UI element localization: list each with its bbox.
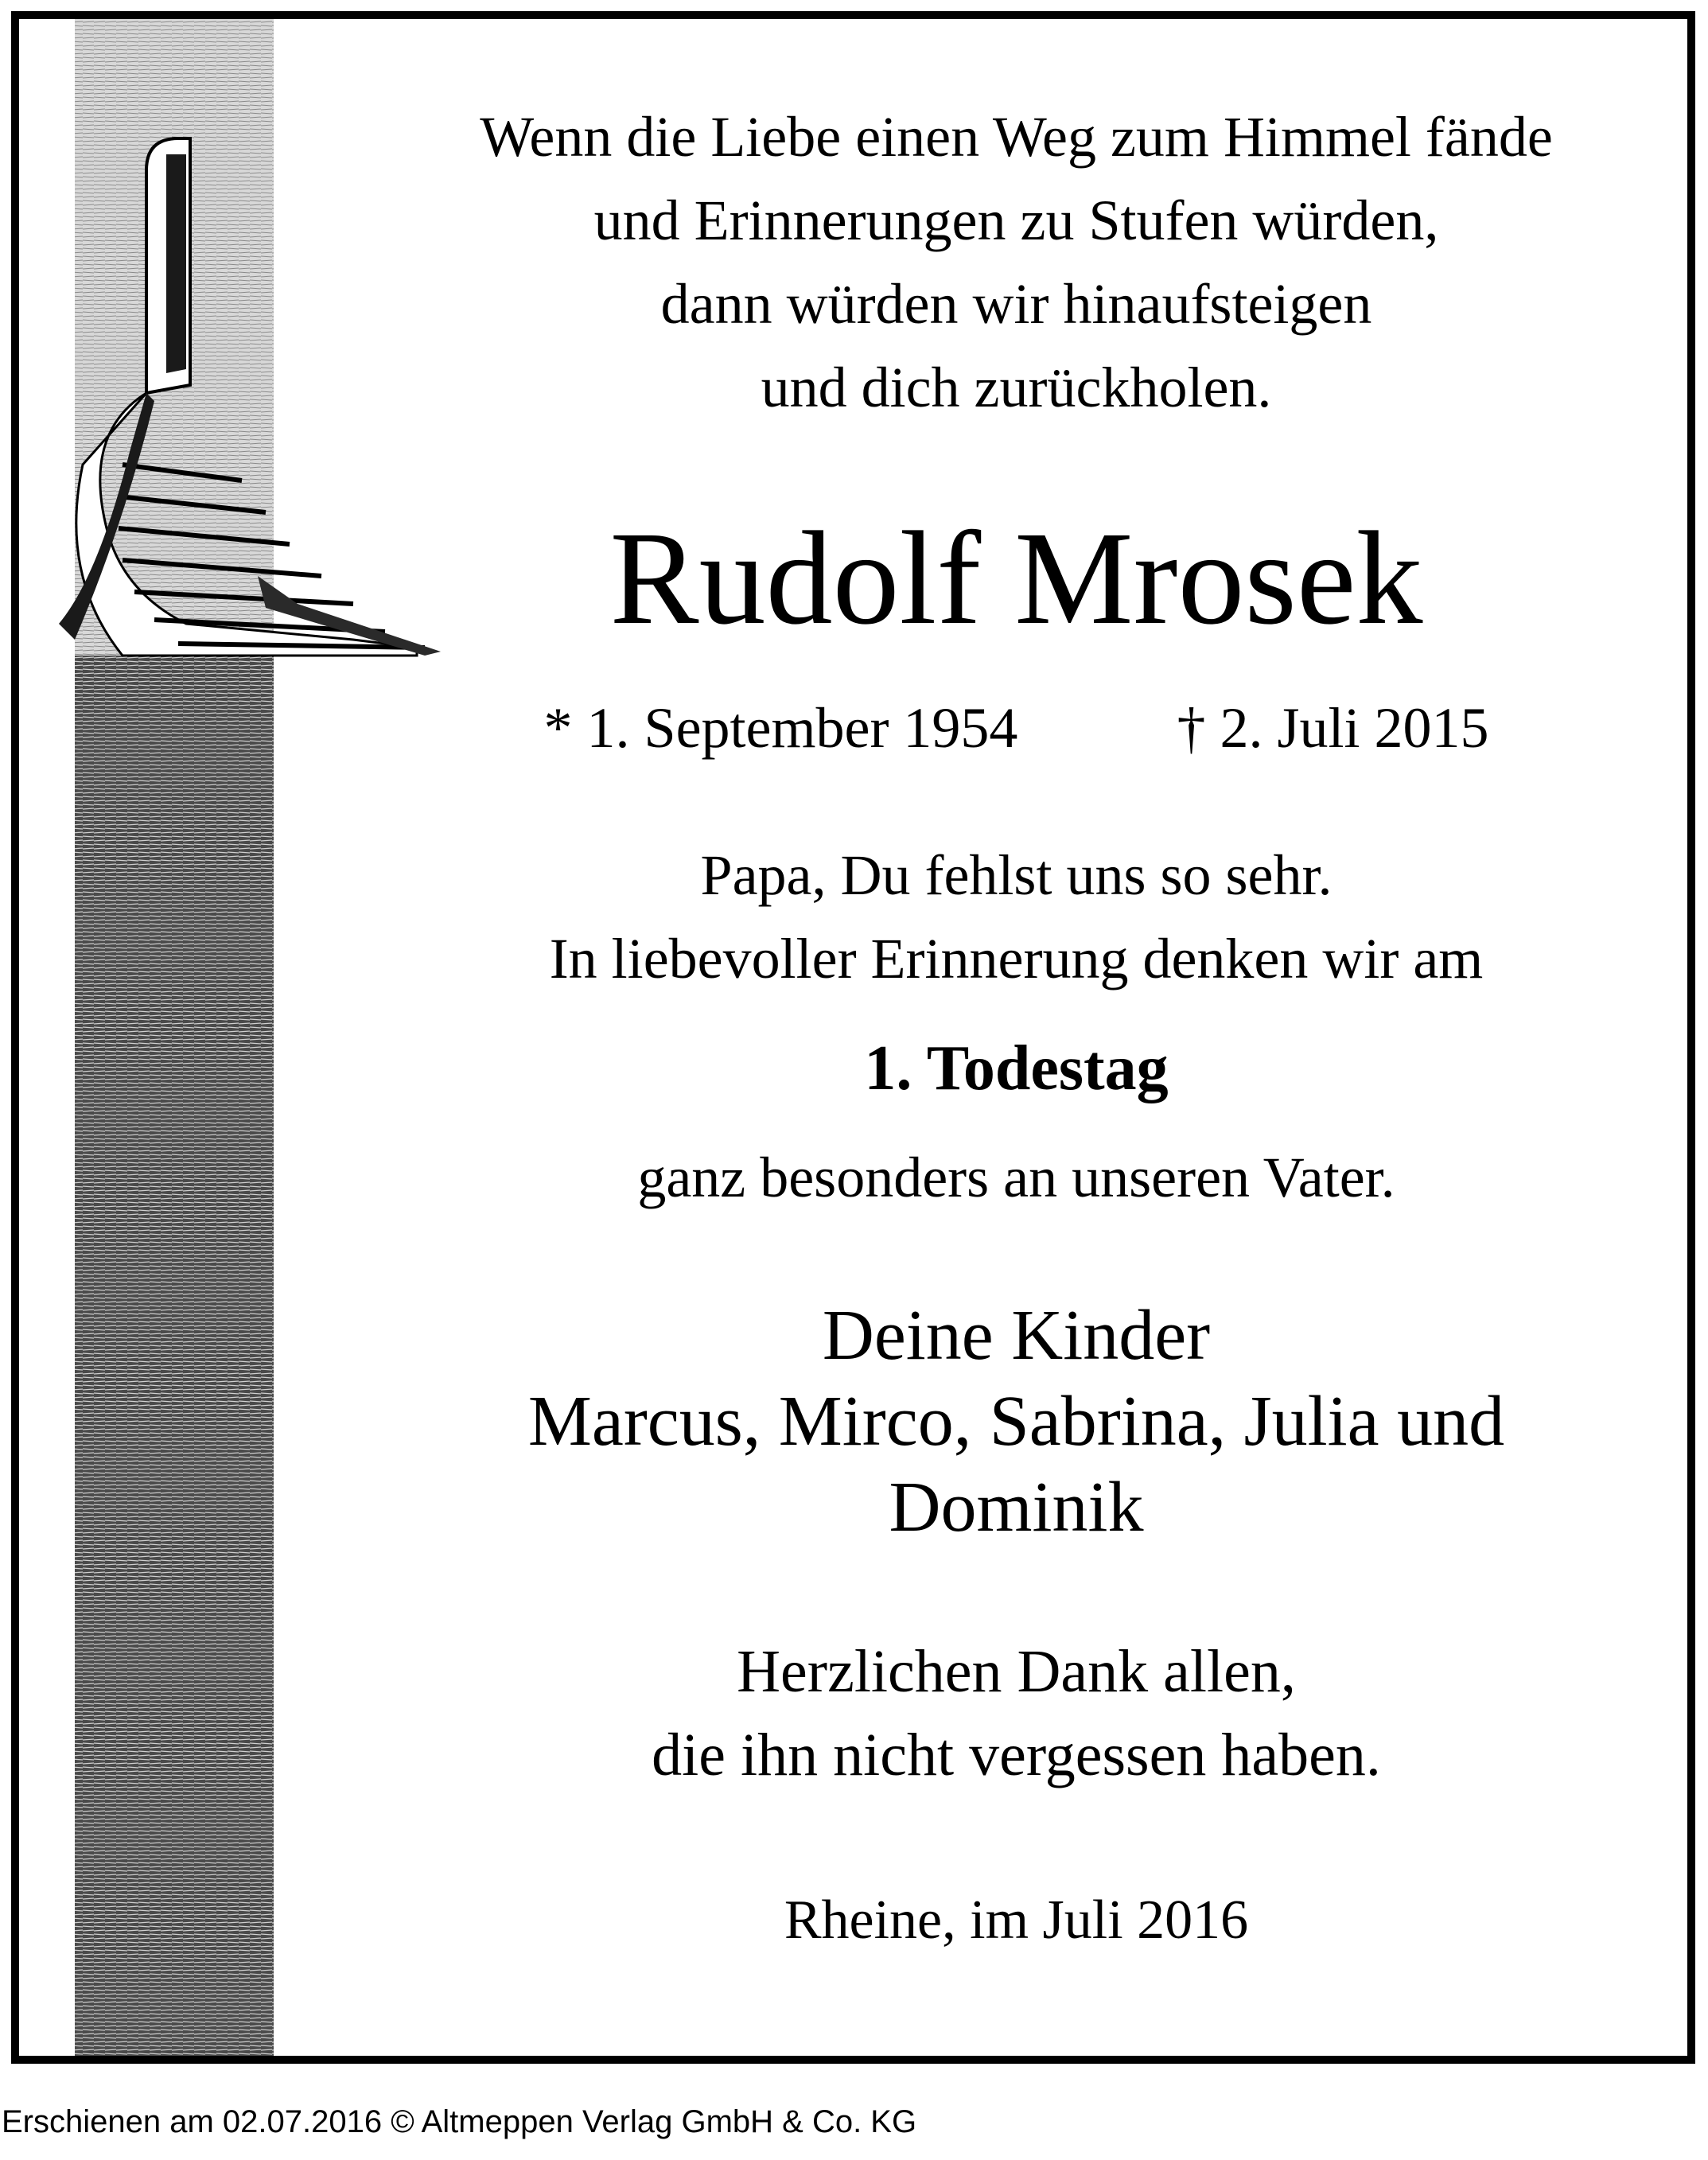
verse-line: und Erinnerungen zu Stufen würden, [593, 189, 1439, 252]
anniversary-heading: 1. Todestag [864, 1033, 1169, 1103]
death-date: † 2. Juli 2015 [1177, 696, 1489, 760]
family-signature [353, 1293, 1679, 1551]
family-intro: Deine Kinder [822, 1296, 1211, 1375]
thanks-line: Herzlichen Dank allen, [737, 1638, 1296, 1705]
column-pillar [75, 656, 274, 2056]
message-line: Papa, Du fehlst uns so sehr. [700, 843, 1333, 907]
birth-date: * 1. September 1954 [543, 696, 1018, 760]
family-names: Dominik [889, 1468, 1144, 1547]
message-line: ganz besonders an unseren Vater. [637, 1146, 1395, 1209]
remembrance-message [353, 834, 1679, 1001]
thanks-message [353, 1630, 1679, 1797]
notice-content [353, 19, 1679, 1956]
place-and-date: Rheine, im Juli 2016 [784, 1890, 1249, 1951]
deceased-name: Rudolf Mrosek [609, 504, 1423, 652]
notice-frame [11, 11, 1695, 2064]
verse-line: dann würden wir hinaufsteigen [660, 272, 1372, 336]
life-dates [353, 692, 1679, 764]
verse-line: und dich zurückholen. [761, 356, 1272, 419]
verse-line: Wenn die Liebe einen Weg zum Himmel fände [480, 105, 1553, 169]
family-names: Marcus, Mirco, Sabrina, Julia und [527, 1382, 1505, 1461]
thanks-line: die ihn nicht vergessen haben. [652, 1722, 1381, 1788]
message-line: In liebevoller Erinnerung denken wir am [549, 927, 1484, 990]
publication-footer: Erschienen am 02.07.2016 © Altmeppen Verlag GmbH & Co. KG [2, 2104, 917, 2139]
memorial-verse [353, 95, 1679, 430]
